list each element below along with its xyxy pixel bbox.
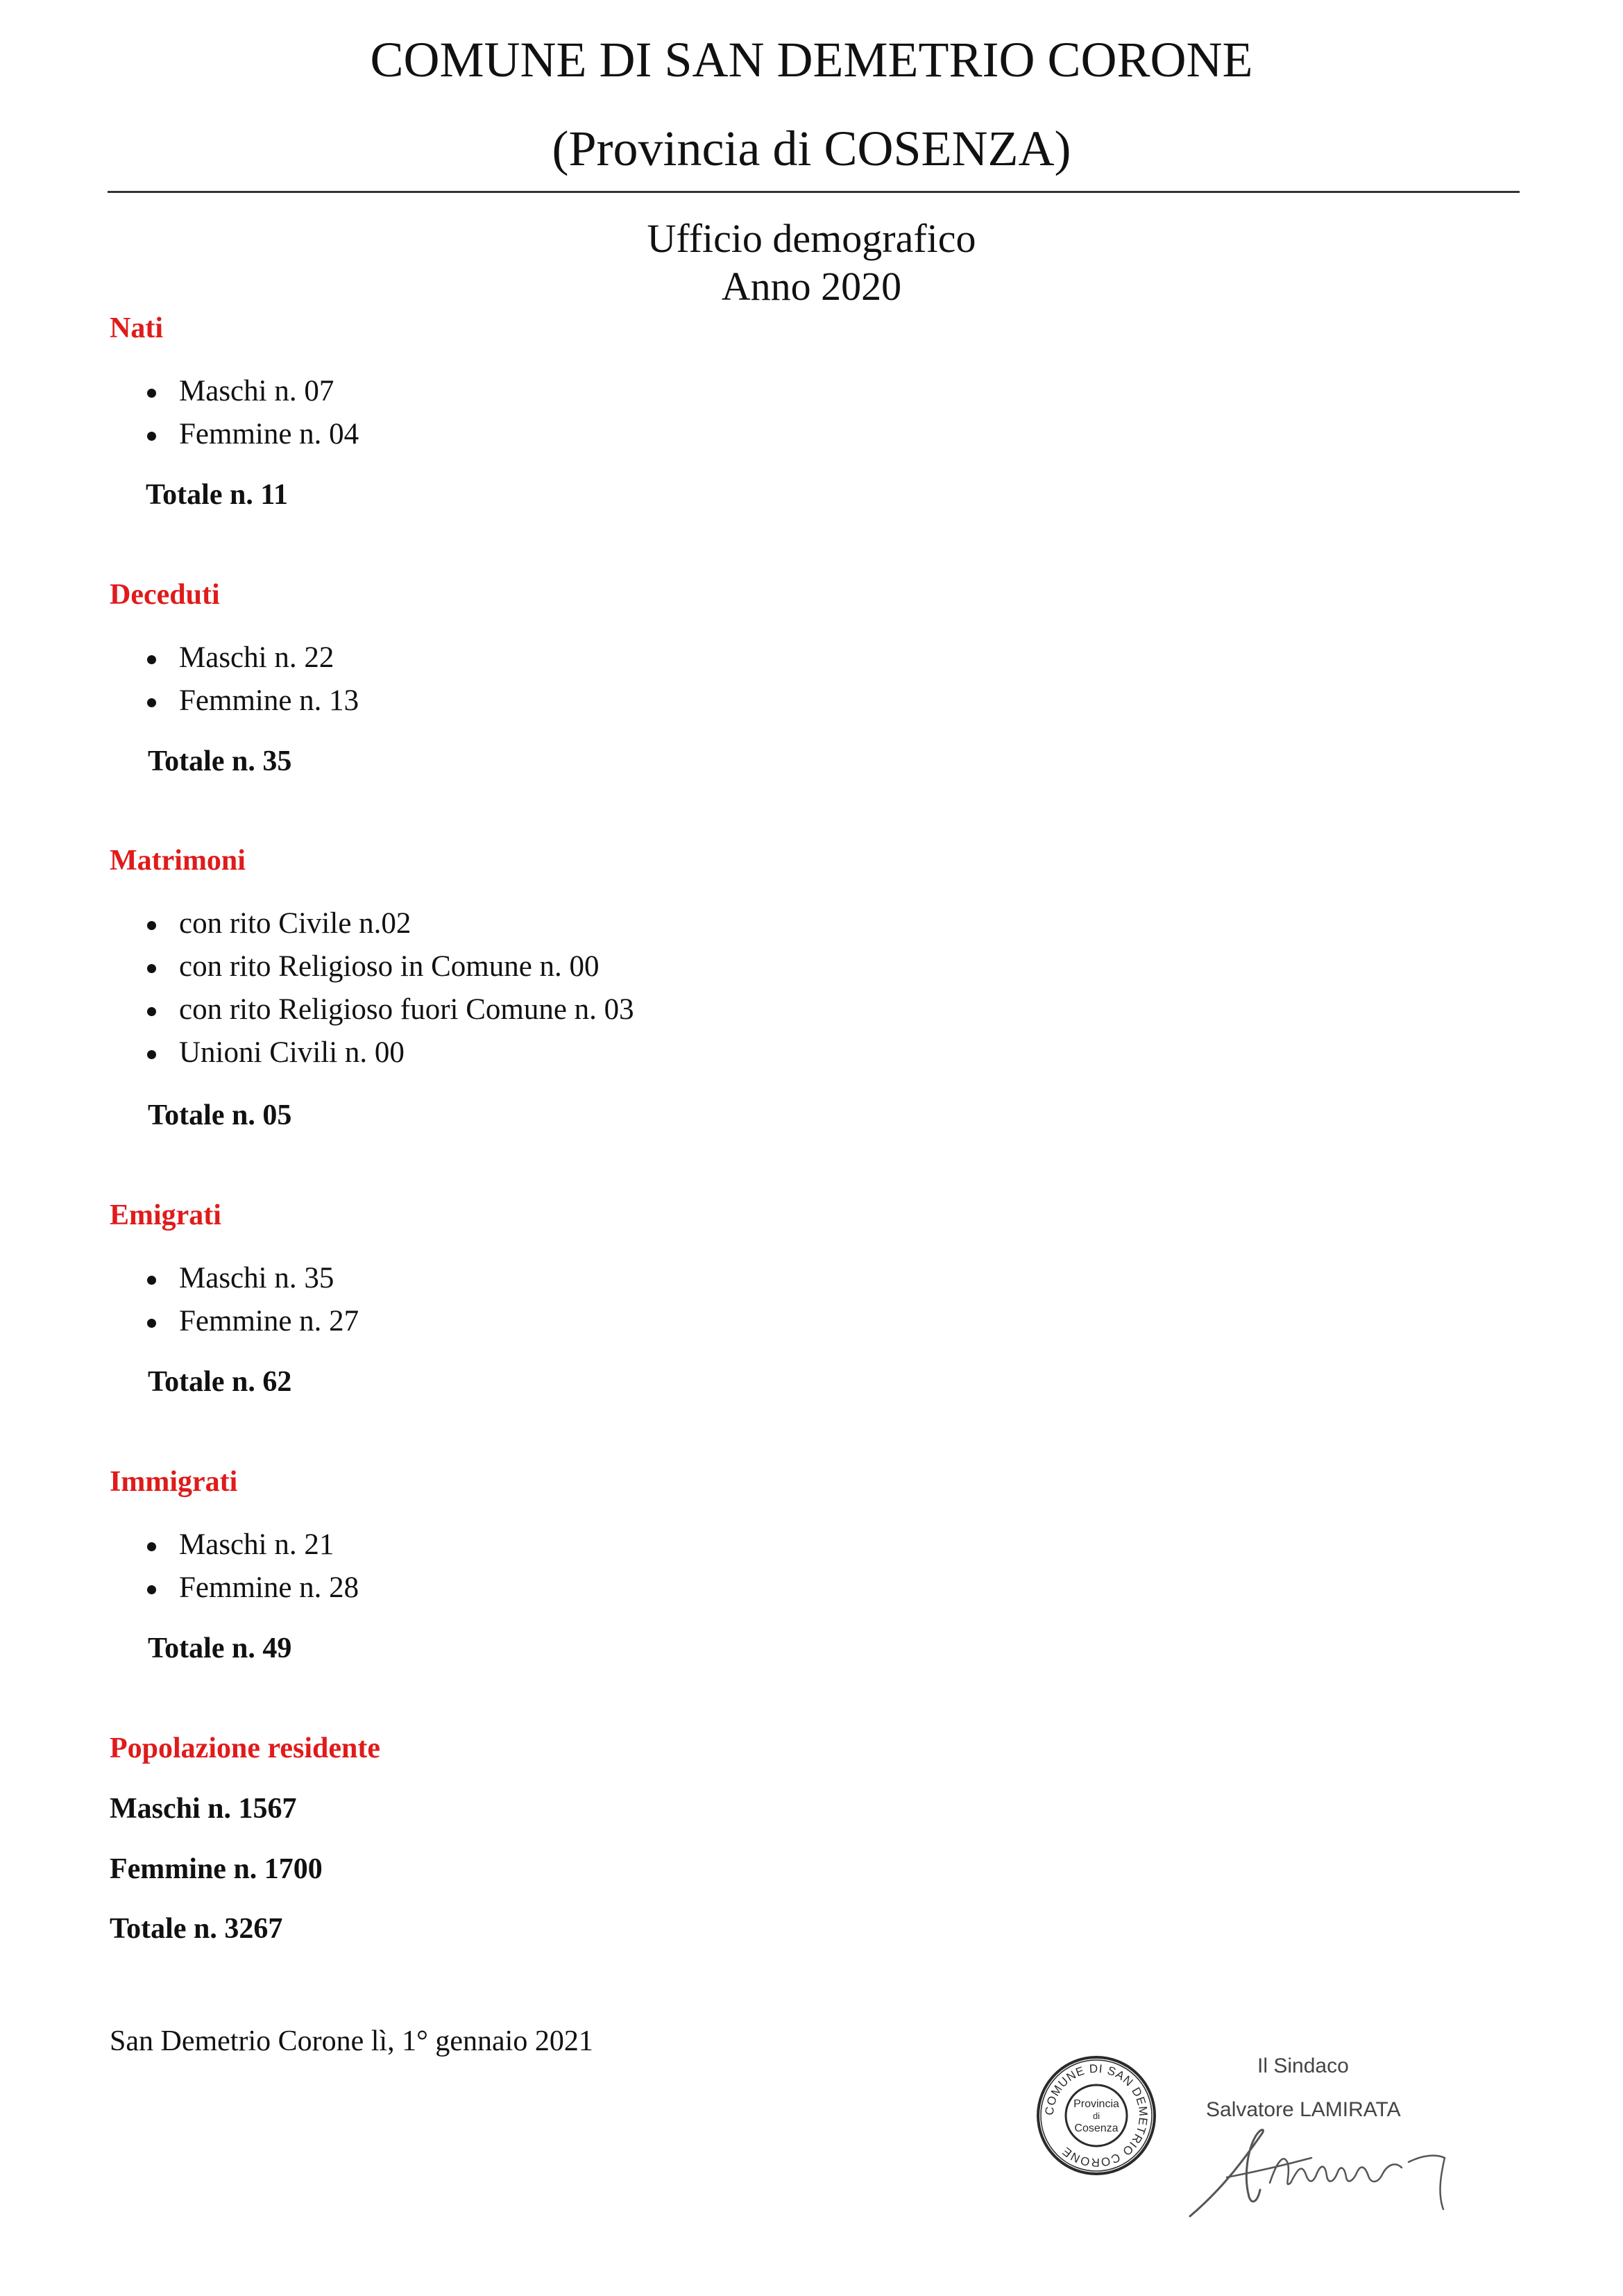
stamp-center-line2: di [1092,2111,1101,2121]
section-heading-immigrati: Immigrati [110,1466,238,1498]
bullet-icon [147,1050,156,1059]
date-place-line: San Demetrio Corone lì, 1° gennaio 2021 [110,2025,593,2057]
header-divider [108,191,1520,193]
total-deceduti: Totale n. 35 [148,745,292,777]
population-total: Totale n. 3267 [110,1913,283,1945]
list-item: Unioni Civili n. 00 [139,1031,634,1074]
stamp-ring-text: COMUNE DI SAN DEMETRIO CORONE [1042,2061,1150,2170]
bullet-icon [147,698,156,707]
page-title: COMUNE DI SAN DEMETRIO CORONE [370,32,1253,87]
year-label: Anno 2020 [721,264,902,309]
list-deceduti [139,636,359,723]
section-heading-matrimoni: Matrimoni [110,845,246,877]
list-emigrati [139,1257,359,1343]
total-emigrati: Totale n. 62 [148,1366,292,1398]
bullet-icon [147,1585,156,1594]
section-heading-emigrati: Emigrati [110,1199,221,1231]
bullet-icon [147,1542,156,1551]
bullet-icon [147,655,156,664]
bullet-icon [147,1319,156,1328]
bullet-icon [147,964,156,973]
list-item: Femmine n. 04 [139,413,359,456]
page-subtitle-province: (Provincia di COSENZA) [552,121,1071,176]
list-nati [139,370,359,456]
list-matrimoni [139,902,634,1074]
total-immigrati: Totale n. 49 [148,1632,292,1664]
list-item: con rito Civile n.02 [139,902,634,945]
bullet-icon [147,921,156,930]
stamp-center-line1: Provincia [1073,2098,1119,2110]
list-item: con rito Religioso in Comune n. 00 [139,945,634,988]
total-matrimoni: Totale n. 05 [148,1099,292,1131]
section-heading-deceduti: Deceduti [110,579,220,611]
bullet-icon [147,389,156,398]
population-males: Maschi n. 1567 [110,1793,297,1825]
list-item: Femmine n. 28 [139,1567,359,1610]
municipal-stamp [1034,2053,1159,2178]
signature-stroke-cross [1227,2158,1311,2177]
bullet-icon [147,1007,156,1016]
population-females: Femmine n. 1700 [110,1853,323,1885]
list-item: Femmine n. 27 [139,1300,359,1343]
list-item: Maschi n. 22 [139,636,359,679]
section-heading-popolazione: Popolazione residente [110,1732,381,1764]
signer-name: Salvatore LAMIRATA [1206,2098,1401,2121]
office-title: Ufficio demografico [647,216,976,261]
bullet-icon [147,1276,156,1285]
list-item: Maschi n. 07 [139,370,359,413]
section-heading-nati: Nati [110,312,163,344]
stamp-center-line3: Cosenza [1074,2122,1119,2134]
list-item: con rito Religioso fuori Comune n. 03 [139,988,634,1031]
signature-stroke-name [1270,2159,1402,2184]
list-item: Maschi n. 21 [139,1523,359,1567]
signature-stroke-tail [1409,2156,1445,2209]
list-item: Maschi n. 35 [139,1257,359,1300]
total-nati: Totale n. 11 [146,479,288,511]
signer-role: Il Sindaco [1257,2054,1349,2077]
bullet-icon [147,432,156,441]
list-immigrati [139,1523,359,1610]
handwritten-signature [1180,2086,1471,2225]
list-item: Femmine n. 13 [139,679,359,723]
